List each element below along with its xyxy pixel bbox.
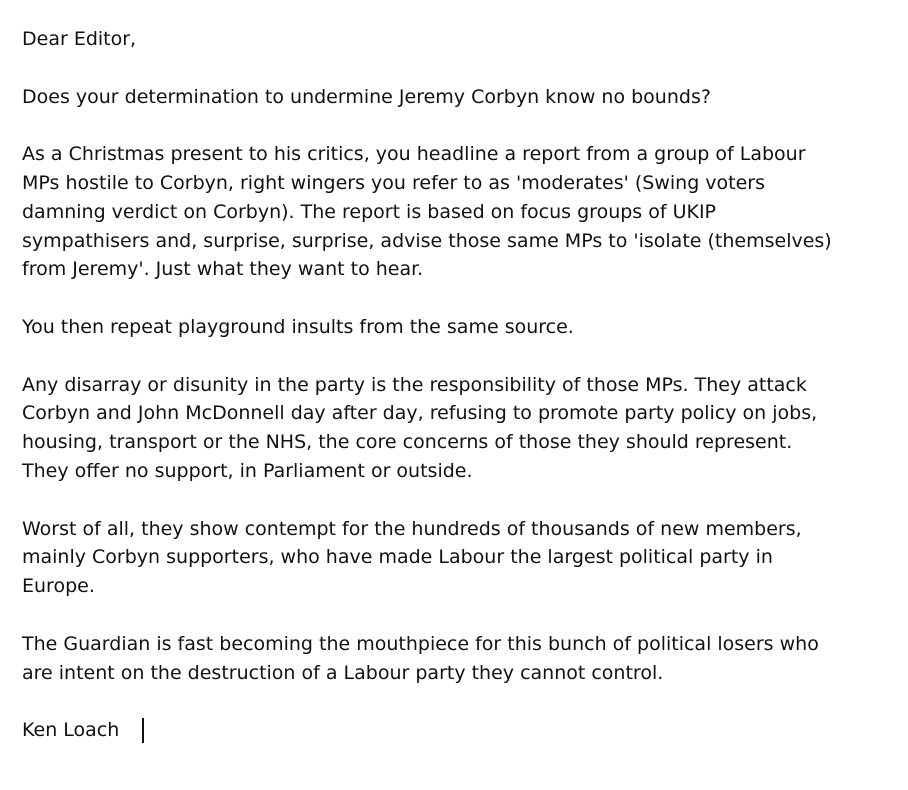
paragraph-line: Worst of all, they show contempt for the hundreds of thousands of new members, [22, 517, 802, 540]
text-cursor [142, 718, 144, 743]
paragraph-line: damning verdict on Corbyn). The report is based on focus groups of UKIP [22, 200, 717, 223]
paragraph-line: Does your determination to undermine Jeremy Corbyn know no bounds? [22, 85, 711, 108]
paragraph-line: from Jeremy'. Just what they want to hear. [22, 258, 424, 281]
paragraph-line: You then repeat playground insults from the same source. [22, 315, 574, 338]
salutation: Dear Editor, [22, 28, 137, 50]
paragraph-line: MPs hostile to Corbyn, right wingers you refer to as 'moderates' (Swing voters [22, 171, 766, 194]
paragraph-line: Corbyn and John McDonnell day after day, refusing to promote party policy on jobs, [22, 402, 818, 425]
paragraph-line: Any disarray or disunity in the party is the responsibility of those MPs. They attack [22, 373, 807, 396]
paragraph-line: housing, transport or the NHS, the core concerns of those they should represent. [22, 431, 793, 454]
paragraph-line: mainly Corbyn supporters, who have made Labour the largest political party in [22, 546, 773, 569]
paragraph-line: As a Christmas present to his critics, you headline a report from a group of Labour [22, 143, 806, 166]
letter-document[interactable] [22, 25, 892, 745]
paragraph-report [22, 140, 892, 284]
paragraph-contempt [22, 515, 892, 601]
paragraph-insults [22, 313, 892, 342]
paragraph-mouthpiece [22, 630, 892, 688]
paragraph-line: Europe. [22, 575, 95, 598]
paragraph-disarray [22, 371, 892, 486]
paragraph-line: They offer no support, in Parliament or outside. [22, 459, 473, 482]
signature: Ken Loach [22, 719, 120, 742]
paragraph-opening-question [22, 83, 892, 112]
paragraph-line: sympathisers and, surprise, surprise, advise those same MPs to 'isolate (themselves) [22, 229, 832, 252]
signature-line [22, 716, 119, 745]
paragraph-line: The Guardian is fast becoming the mouthpiece for this bunch of political losers who [22, 632, 819, 655]
paragraph-line: are intent on the destruction of a Labour party they cannot control. [22, 661, 664, 684]
